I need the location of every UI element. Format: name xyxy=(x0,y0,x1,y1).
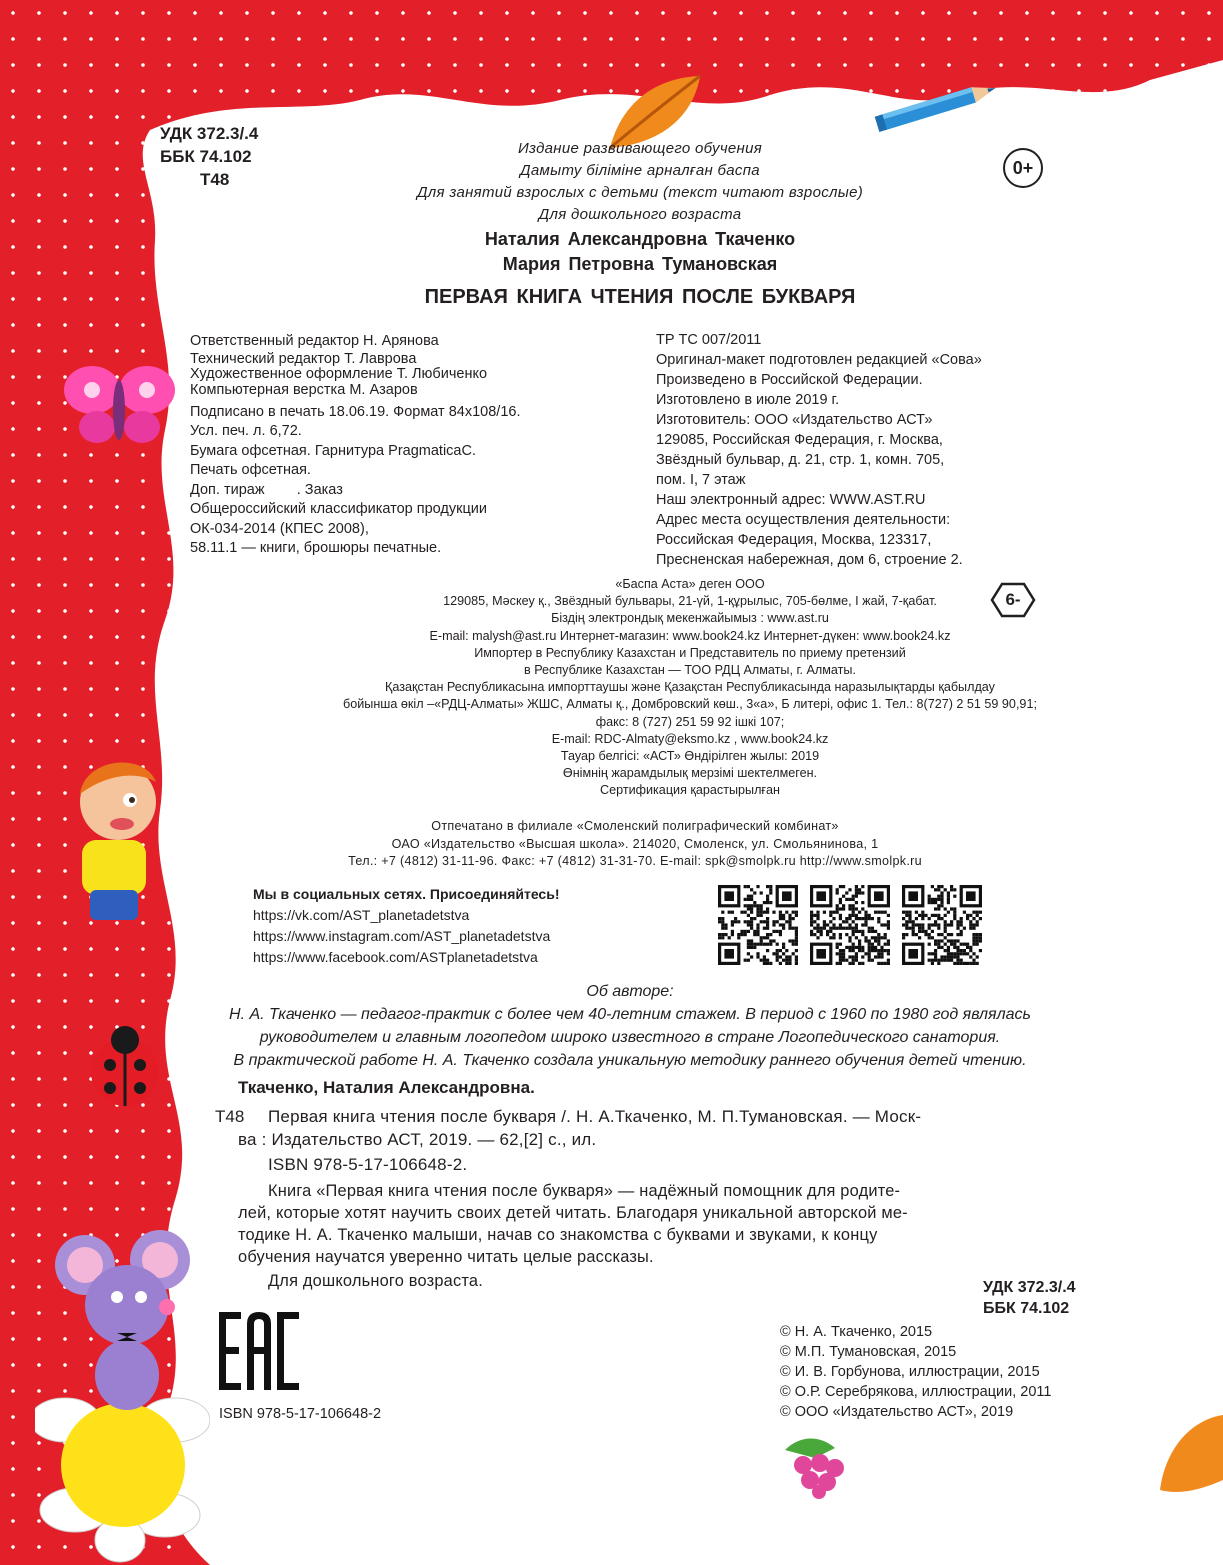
kz-line: факс: 8 (727) 251 59 92 ішкі 107; xyxy=(595,714,785,729)
copyright-line: © И. В. Горбунова, иллюстрации, 2015 xyxy=(780,1364,1040,1380)
raspberry-icon xyxy=(775,1430,855,1500)
credits-right xyxy=(656,330,982,570)
isbn-bottom: ISBN 978-5-17-106648-2 xyxy=(219,1406,382,1422)
social-block xyxy=(253,884,560,968)
boy-icon xyxy=(60,752,170,927)
kz-line: Сертификация қарастырылған xyxy=(600,783,780,798)
age-rating-label: 6- xyxy=(1005,590,1021,609)
credit-line: Общероссийский классификатор продукции xyxy=(190,501,487,517)
author-name: Наталия Александровна Ткаченко xyxy=(484,229,796,249)
credit-line: Произведено в Российской Федерации. xyxy=(656,372,923,388)
print-line: Отпечатано в филиале «Смоленский полиграфический комбинат» xyxy=(431,819,839,833)
credit-line: Пресненская набережная, дом 6, строение 2. xyxy=(656,552,963,568)
author-mark: Т48 xyxy=(200,170,230,189)
social-link-vk[interactable]: https://vk.com/AST_planetadetstva xyxy=(253,907,470,923)
kz-line: в Республике Казахстан — ТОО РДЦ Алматы, г. Алматы. xyxy=(524,663,856,678)
printing-info xyxy=(230,818,1040,871)
print-line: ОАО «Издательство «Высшая школа». 214020, Смоленск, ул. Смольянинова, 1 xyxy=(391,836,879,851)
qr-code-icon[interactable] xyxy=(718,885,984,967)
eac-mark-icon xyxy=(219,1312,299,1390)
kz-line: E-mail: malysh@ast.ru Интернет-магазин: www.book24.kz Интернет-дүкен: www.book24.kz xyxy=(429,628,951,643)
leaf-icon xyxy=(1150,1410,1223,1500)
copyright-line: © М.П. Тумановская, 2015 xyxy=(780,1344,957,1360)
annotation-line: тодике Н. А. Ткаченко малыши, начав со знакомства с буквами и звуками, к концу xyxy=(238,1226,878,1244)
mouse-icon xyxy=(55,1225,195,1410)
author-name: Мария Петровна Тумановская xyxy=(502,254,778,274)
edition-line: Издание развивающего обучения xyxy=(517,140,763,157)
catalog-entry xyxy=(238,1105,922,1176)
credit-line: Адрес места осуществления деятельности: xyxy=(656,512,951,528)
credit-line: Оригинал-макет подготовлен редакцией «Сова» xyxy=(656,352,982,368)
annotation-line: лей, которые хотят научить своих детей читать. Благодаря уникальной авторской ме- xyxy=(238,1204,908,1222)
kz-line: бойынша өкіл –«РДЦ-Алматы» ЖШС, Алматы қ., Домбровский көш., 3«а», Б литері, офис 1. Тел.: 8(727) 2 51 59 90,91; xyxy=(343,697,1037,712)
credit-line: Технический редактор Т. Лаврова xyxy=(190,350,417,367)
credit-line: ОК-034-2014 (КПЕС 2008), xyxy=(190,520,369,537)
edition-info xyxy=(340,138,940,226)
udk-block-top xyxy=(160,122,258,191)
kz-line: Тауар белгісі: «АСТ» Өндірілген жылы: 2019 xyxy=(560,749,820,764)
copyright-line: © Н. А. Ткаченко, 2015 xyxy=(780,1324,933,1340)
about-line: В практической работе Н. А. Ткаченко создала уникальную методику раннего обучения детей чтению. xyxy=(233,1052,1027,1069)
catalog-author: Ткаченко, Наталия Александровна. xyxy=(238,1078,535,1097)
catalog-code: Т48 xyxy=(215,1107,245,1126)
credit-line: Печать офсетная. xyxy=(190,462,311,478)
annotation-line: Книга «Первая книга чтения после букваря» — надёжный помощник для родите- xyxy=(268,1182,901,1200)
print-line: Тел.: +7 (4812) 31-11-96. Факс: +7 (4812) 31-31-70. E-mail: spk@smolpk.ru http://www.smolpk.ru xyxy=(348,854,922,868)
credits-left xyxy=(190,332,520,559)
credit-line: Художественное оформление Т. Любиченко xyxy=(190,365,488,382)
pencil-icon xyxy=(870,78,1005,133)
credit-line: Компьютерная верстка М. Азаров xyxy=(190,381,418,398)
social-heading: Мы в социальных сетях. Присоединяйтесь! xyxy=(253,886,560,902)
udk-block-bottom xyxy=(983,1277,1076,1319)
butterfly-icon xyxy=(62,355,177,455)
credit-line: 129085, Российская Федерация, г. Москва, xyxy=(656,432,943,448)
kz-line: Қазақстан Республикасына импорттаушы және Қазақстан Республикасында наразылықтарды қабылдау xyxy=(385,680,995,695)
credit-line: Ответственный редактор Н. Арянова xyxy=(190,333,439,349)
credit-line: пом. I, 7 этаж xyxy=(656,472,746,488)
catalog-line: Первая книга чтения после букваря /. Н. А.Ткаченко, М. П.Тумановская. — Моск- xyxy=(268,1107,922,1126)
kz-line: «Баспа Аста» деген ООО xyxy=(615,577,765,591)
kz-line: E-mail: RDC-Almaty@eksmo.kz , www.book24.kz xyxy=(551,731,829,746)
social-link-facebook[interactable]: https://www.facebook.com/ASTplanetadetstva xyxy=(253,949,538,965)
authors xyxy=(340,227,940,277)
qr-codes xyxy=(718,885,984,967)
kz-line: Өнімнің жарамдылық мерзімі шектелмеген. xyxy=(562,766,818,781)
edition-line: Для дошкольного возраста xyxy=(538,206,742,223)
social-link-instagram[interactable]: https://www.instagram.com/AST_planetadetstva xyxy=(253,928,551,944)
udk-code: УДК 372.3/.4 xyxy=(160,124,259,143)
about-line: Н. А. Ткаченко — педагог-практик с более чем 40-летним стажем. В период с 1960 по 1980 год являлась xyxy=(229,1006,1031,1023)
credit-line: 58.11.1 — книги, брошюры печатные. xyxy=(190,540,442,556)
bbk-code: ББК 74.102 xyxy=(983,1300,1070,1317)
catalog-annotation xyxy=(238,1180,908,1292)
bbk-code: ББК 74.102 xyxy=(160,147,252,166)
catalog-isbn: ISBN 978-5-17-106648-2. xyxy=(268,1155,468,1174)
copyright-line: © ООО «Издательство АСТ», 2019 xyxy=(780,1404,1014,1420)
credit-line: ТР ТС 007/2011 xyxy=(656,332,762,348)
copyright-line: © О.Р. Серебрякова, иллюстрации, 2011 xyxy=(780,1384,1052,1400)
age-rating-badge: 0+ xyxy=(1003,148,1043,188)
book-title: ПЕРВАЯ КНИГА ЧТЕНИЯ ПОСЛЕ БУКВАРЯ xyxy=(424,286,856,308)
about-line: руководителем и главным логопедом широко известного в стране Логопедического санатория. xyxy=(259,1029,1001,1046)
credit-line: Доп. тираж . Заказ xyxy=(190,481,343,498)
kz-line: Импортер в Республику Казахстан и Представитель по приему претензий xyxy=(474,645,906,660)
annotation-line: обучения научатся уверенно читать целые рассказы. xyxy=(238,1248,654,1266)
about-author xyxy=(140,980,1120,1072)
catalog-line: ва : Издательство АСТ, 2019. — 62,[2] с., ил. xyxy=(238,1130,597,1149)
credit-line: Российская Федерация, Москва, 123317, xyxy=(656,532,932,548)
udk-code: УДК 372.3/.4 xyxy=(983,1279,1076,1296)
edition-line: Дамыту біліміне арналған баспа xyxy=(520,162,760,179)
credit-line: Усл. печ. л. 6,72. xyxy=(190,423,302,439)
copyrights xyxy=(780,1322,1051,1422)
credit-line: Изготовитель: ООО «Издательство АСТ» xyxy=(656,412,933,428)
kz-line: 129085, Мәскеу қ., Звёздный бульвары, 21-үй, 1-құрылыс, 705-бөлме, I жай, 7-қабат. xyxy=(443,594,937,609)
credit-line: Звёздный бульвар, д. 21, стр. 1, комн. 705, xyxy=(656,452,945,468)
annotation-age: Для дошкольного возраста. xyxy=(268,1272,483,1290)
kazakhstan-info xyxy=(260,576,1120,800)
credit-line: Подписано в печать 18.06.19. Формат 84х108/16. xyxy=(190,403,521,420)
about-heading: Об авторе: xyxy=(586,983,674,1000)
credit-line: Изготовлено в июле 2019 г. xyxy=(656,392,840,408)
kz-line: Біздің электрондық мекенжайымыз : www.ast.ru xyxy=(551,611,829,626)
credit-line: Наш электронный адрес: WWW.AST.RU xyxy=(656,492,926,508)
credit-line: Бумага офсетная. Гарнитура PragmaticaC. xyxy=(190,442,476,459)
edition-line: Для занятий взрослых с детьми (текст читают взрослые) xyxy=(416,184,864,201)
